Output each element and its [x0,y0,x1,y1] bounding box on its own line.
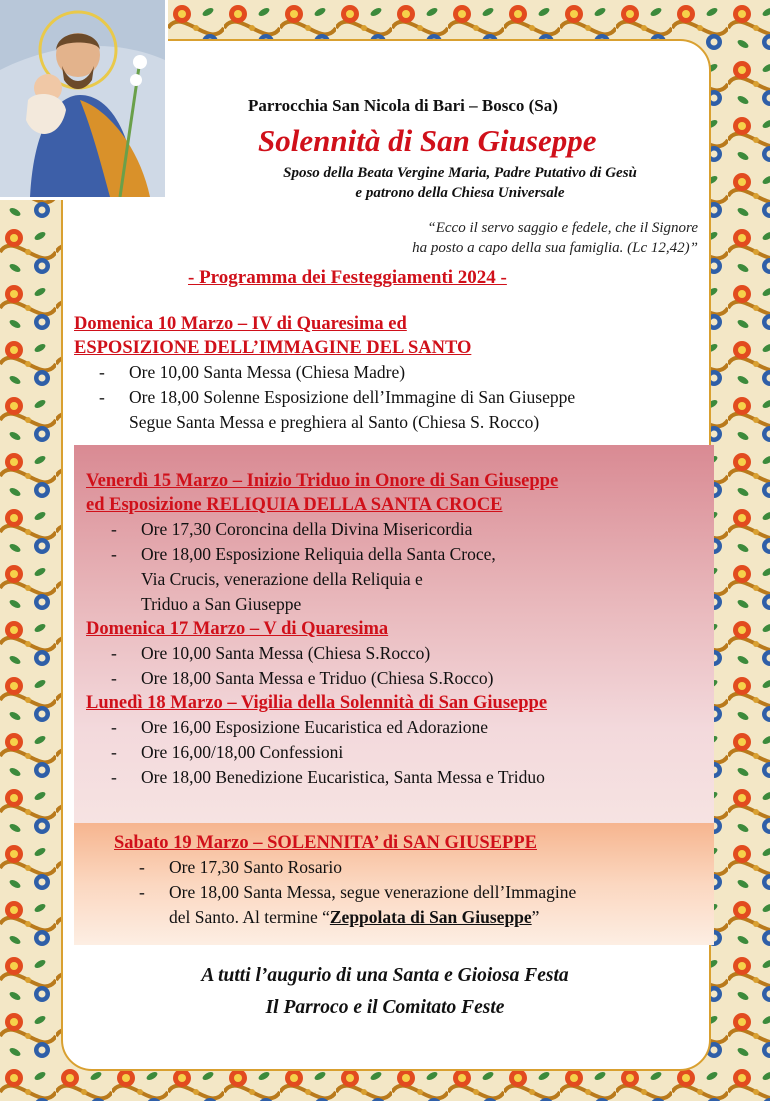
parish-name: Parrocchia San Nicola di Bari – Bosco (Sa) [248,96,558,115]
flyer-content [58,0,712,1101]
list-item: - Ore 16,00/18,00 Confessioni [86,740,706,765]
solemnity-content [114,831,734,930]
list-item-continuation: Segue Santa Messa e preghiera al Santo (Chiesa S. Rocco) [129,412,540,432]
section-sunday-10 [74,312,714,435]
section-heading: Lunedì 18 Marzo – Vigilia della Solennità di San Giuseppe [86,693,548,713]
list-item: - Ore 10,00 Santa Messa (Chiesa Madre) [74,360,714,385]
zeppolata-highlight: Zeppolata di San Giuseppe [329,907,532,927]
list-item: - Ore 17,30 Coroncina della Divina Misericordia [86,517,706,542]
section-heading: ed Esposizione RELIQUIA DELLA SANTA CROCE [86,495,503,515]
zeppolata-prefix: del Santo. Al termine “ [169,907,330,927]
section-heading: Domenica 10 Marzo – IV di Quaresima ed [74,314,407,334]
subtitle-line-2: e patrono della Chiesa Universale [355,185,565,201]
zeppolata-suffix: ” [531,907,540,927]
section-heading: Sabato 19 Marzo – SOLENNITA’ di SAN GIUSEPPE [114,833,537,853]
section-heading: ESPOSIZIONE DELL’IMMAGINE DEL SANTO [74,338,472,358]
closing-line-2: Il Parroco e il Comitato Feste [265,997,505,1018]
quote-line-2: ha posto a capo della sua famiglia. (Lc 12,42)” [412,240,698,256]
flyer-subtitle [225,163,695,203]
list-item: - Ore 16,00 Esposizione Eucaristica ed Adorazione [86,715,706,740]
flyer-title: Solennità di San Giuseppe [258,123,597,158]
closing-message [58,960,712,1024]
section-heading: Venerdì 15 Marzo – Inizio Triduo in Onore di San Giuseppe [86,471,559,491]
list-item: - Ore 18,00 Santa Messa e Triduo (Chiesa S.Rocco) [86,666,706,691]
bible-quote [328,218,698,258]
closing-line-1: A tutti l’augurio di una Santa e Gioiosa Festa [201,965,569,986]
program-heading: - Programma dei Festeggiamenti 2024 - [188,267,507,288]
list-item: - Ore 17,30 Santo Rosario [114,855,734,880]
quote-line-1: “Ecco il servo saggio e fedele, che il Signore [427,220,698,236]
list-item: - Ore 18,00 Esposizione Reliquia della Santa Croce, [86,542,706,567]
list-item: - Ore 18,00 Santa Messa, segue venerazione dell’Immagine [114,880,734,905]
section-heading: Domenica 17 Marzo – V di Quaresima [86,619,389,639]
list-item: - Ore 10,00 Santa Messa (Chiesa S.Rocco) [86,641,706,666]
list-item: - Ore 18,00 Solenne Esposizione dell’Immagine di San Giuseppe [74,385,714,410]
solemnity-box [74,823,714,945]
list-item-continuation: Triduo a San Giuseppe [141,594,302,614]
subtitle-line-1: Sposo della Beata Vergine Maria, Padre Putativo di Gesù [283,165,637,181]
list-item: - Ore 18,00 Benedizione Eucaristica, Santa Messa e Triduo [86,765,706,790]
triduo-content [86,469,706,790]
list-item-continuation: Via Crucis, venerazione della Reliquia e [141,569,423,589]
triduo-box [74,445,714,823]
list-item-continuation [114,905,734,930]
